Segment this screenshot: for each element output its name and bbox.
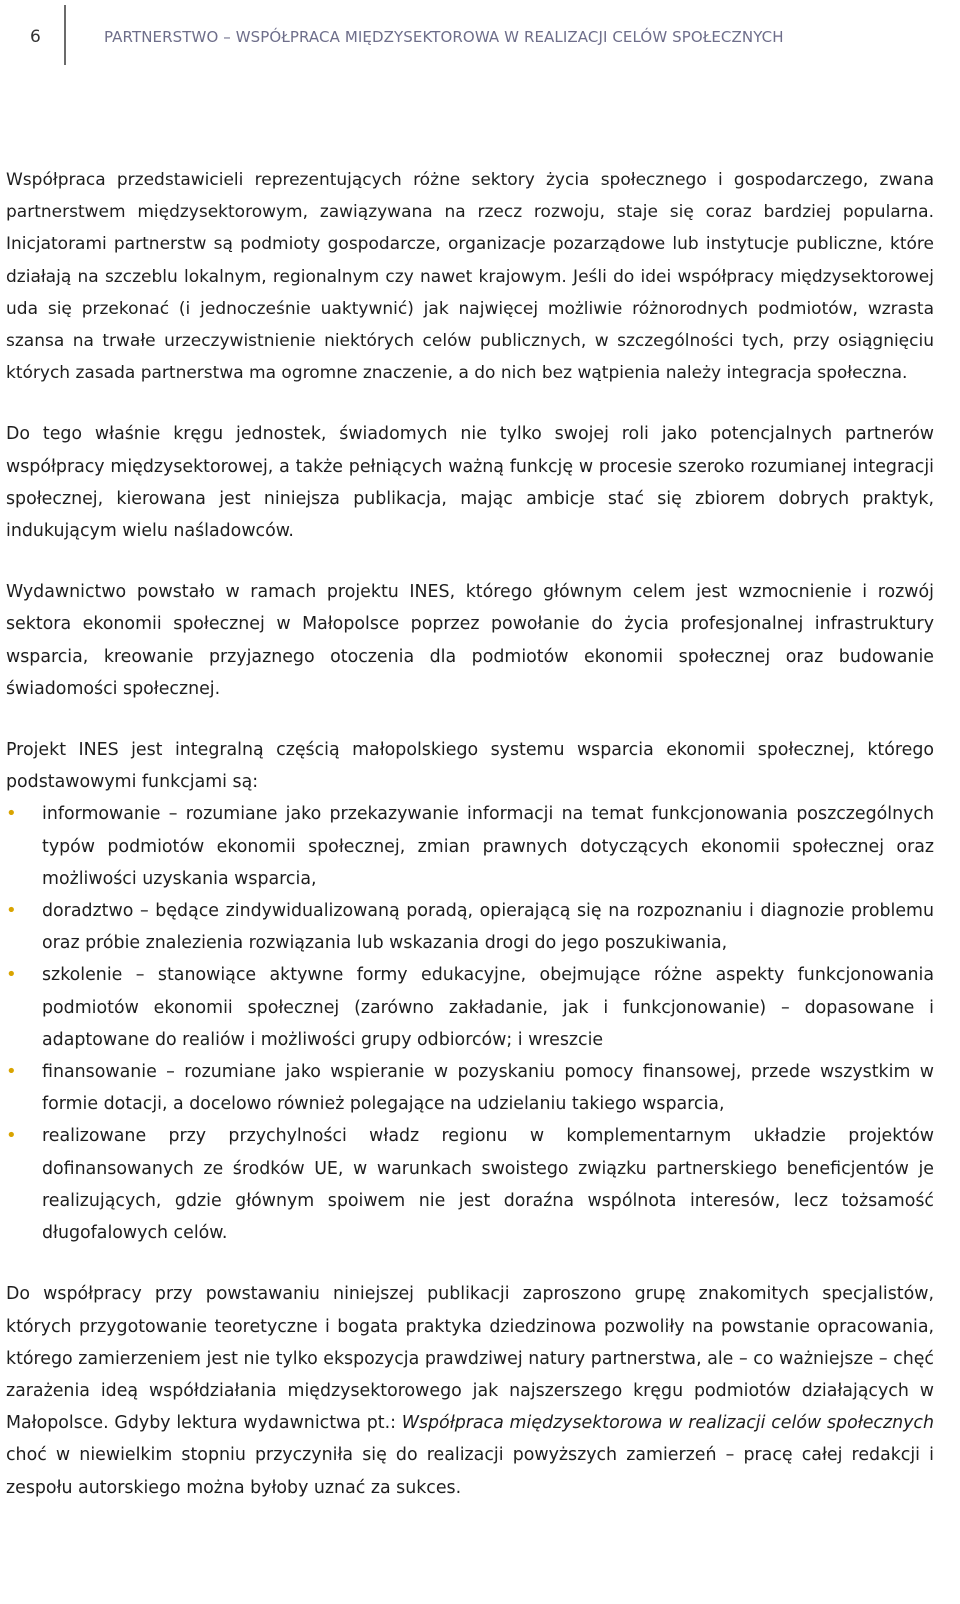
list-item: • finansowanie – rozumiane jako wspieranie w pozyskaniu pomocy finansowej, przede wszystkim w formie dotacji, a docelowo również polegające na udzielaniu takiego wsparcia,	[6, 1056, 934, 1120]
bullet-icon: •	[6, 964, 17, 986]
header-divider	[64, 5, 66, 65]
bullet-icon: •	[6, 803, 17, 825]
running-title: PARTNERSTWO – WSPÓŁPRACA MIĘDZYSEKTOROWA W REALIZACJI CELÓW SPOŁECZNYCH	[104, 28, 784, 46]
list-item: • doradztwo – będące zindywidualizowaną poradą, opierającą się na rozpoznaniu i diagnozie problemu oraz próbie znalezienia rozwiązania lub wskazania drogi do jego poszukiwania,	[6, 895, 934, 959]
paragraph-project: Wydawnictwo powstało w ramach projektu INES, którego głównym celem jest wzmocnienie i rozwój sektora ekonomii społecznej w Małopolsce poprzez powołanie do życia profesjonalnej infrastruktury wsparcia, kreowanie przyjaznego otoczenia dla podmiotów ekonomii społecznej oraz budowanie świadomości społecznej.	[6, 582, 934, 699]
page-header	[0, 0, 960, 70]
functions-list	[6, 798, 934, 1249]
body-text	[6, 164, 934, 1504]
paragraph-functions-intro: Projekt INES jest integralną częścią małopolskiego systemu wsparcia ekonomii społecznej, którego podstawowymi funkcjami są:	[6, 740, 934, 793]
bullet-icon: •	[6, 900, 17, 922]
bullet-icon: •	[6, 1061, 17, 1083]
publication-title: Współpraca międzysektorowa w realizacji celów społecznych	[401, 1413, 934, 1434]
page-number: 6	[30, 27, 41, 47]
paragraph-audience: Do tego właśnie kręgu jednostek, świadomych nie tylko swojej roli jako potencjalnych partnerów współpracy międzysektorowej, a także pełniących ważną funkcję w procesie szeroko rozumianej integracji społecznej, kierowana jest niniejsza publikacja, mając ambicje stać się zbiorem dobrych praktyk, indukującym wielu naśladowców.	[6, 424, 934, 542]
list-item: • informowanie – rozumiane jako przekazywanie informacji na temat funkcjonowania poszczególnych typów podmiotów ekonomii społecznej, zmian prawnych dotyczących ekonomii społecznej oraz możliwości uzyskania wsparcia,	[6, 798, 934, 895]
paragraph-closing: Do współpracy przy powstawaniu niniejszej publikacji zaproszono grupę znakomitych specjalistów, których przygotowanie teoretyczne i bogata praktyka dziedzinowa pozwoliły na powstanie opracowania, którego zamierzeniem jest nie tylko ekspozycja prawdziwej natury partnerstwa, ale – co ważniejsze – chęć zarażenia ideą współdziałania międzysektorowego jak najszerszego kręgu podmiotów działających w Małopolsce. Gdyby lektura wydawnictwa pt.: Współpraca międzysektorowa w realizacji celów społecznych choć w niewielkim stopniu przyczyniła się do realizacji powyższych zamierzeń – pracę całej redakcji i zespołu autorskiego można byłoby uznać za sukces.	[6, 1284, 934, 1498]
bullet-icon: •	[6, 1125, 17, 1147]
list-item: • realizowane przy przychylności władz regionu w komplementarnym układzie projektów dofinansowanych ze środków UE, w warunkach swoistego związku partnerskiego beneficjentów je realizujących, gdzie głównym spoiwem nie jest doraźna wspólnota interesów, lecz tożsamość długofalowych celów.	[6, 1120, 934, 1249]
paragraph-intro: Współpraca przedstawicieli reprezentujących różne sektory życia społecznego i gospodarczego, zwana partnerstwem międzysektorowym, zawiązywana na rzecz rozwoju, staje się coraz bardziej popularna. Inicjatorami partnerstw są podmioty gospodarcze, organizacje pozarządowe lub instytucje publiczne, które działają na szczeblu lokalnym, regionalnym czy nawet krajowym. Jeśli do idei współpracy międzysektorowej uda się przekonać (i jednocześnie uaktywnić) jak najwięcej możliwie różnorodnych podmiotów, wzrasta szansa na trwałe urzeczywistnienie niektórych celów publicznych, w szczególności tych, przy osiągnięciu których zasada partnerstwa ma ogromne znaczenie, a do nich bez wątpienia należy integracja społeczna.	[6, 170, 934, 384]
list-item: • szkolenie – stanowiące aktywne formy edukacyjne, obejmujące różne aspekty funkcjonowania podmiotów ekonomii społecznej (zarówno zakładanie, jak i funkcjonowanie) – dopasowane i adaptowane do realiów i możliwości grupy odbiorców; i wreszcie	[6, 959, 934, 1056]
